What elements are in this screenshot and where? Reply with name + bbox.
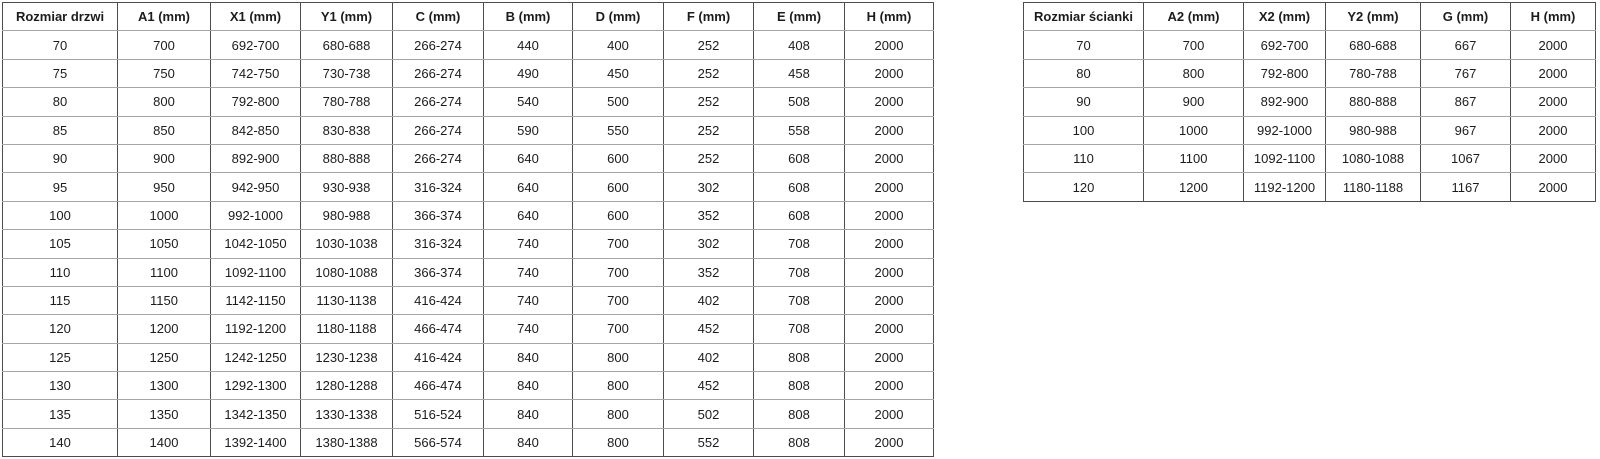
table-row xyxy=(3,144,934,172)
column-header: X2 (mm) xyxy=(1244,3,1326,31)
table-cell: 1050 xyxy=(118,230,211,258)
table-cell: 1142-1150 xyxy=(211,286,301,314)
table-cell: 120 xyxy=(3,315,118,343)
table-cell: 1150 xyxy=(118,286,211,314)
table-cell: 708 xyxy=(754,286,845,314)
table-cell: 1180-1188 xyxy=(1326,173,1421,201)
table-row xyxy=(1024,88,1596,116)
table-cell: 110 xyxy=(3,258,118,286)
table-cell: 900 xyxy=(118,144,211,172)
table-cell: 100 xyxy=(1024,116,1144,144)
header-row xyxy=(3,3,934,31)
table-cell: 252 xyxy=(664,59,754,87)
table-cell: 740 xyxy=(484,315,573,343)
table-cell: 808 xyxy=(754,428,845,456)
table-cell: 867 xyxy=(1421,88,1511,116)
table-cell: 458 xyxy=(754,59,845,87)
table-row xyxy=(3,59,934,87)
column-header: Rozmiar ścianki xyxy=(1024,3,1144,31)
table-cell: 600 xyxy=(573,173,664,201)
table-cell: 252 xyxy=(664,31,754,59)
column-header: Y1 (mm) xyxy=(301,3,393,31)
column-header: F (mm) xyxy=(664,3,754,31)
column-header: D (mm) xyxy=(573,3,664,31)
table-cell: 2000 xyxy=(845,144,934,172)
table-cell: 2000 xyxy=(845,201,934,229)
table-row xyxy=(3,343,934,371)
table-cell: 1092-1100 xyxy=(1244,144,1326,172)
table-cell: 366-374 xyxy=(393,258,484,286)
table-cell: 792-800 xyxy=(1244,59,1326,87)
table-cell: 80 xyxy=(1024,59,1144,87)
table-cell: 740 xyxy=(484,230,573,258)
table-cell: 266-274 xyxy=(393,88,484,116)
table-cell: 502 xyxy=(664,400,754,428)
table-row xyxy=(3,400,934,428)
table-cell: 540 xyxy=(484,88,573,116)
table-cell: 302 xyxy=(664,173,754,201)
table-cell: 792-800 xyxy=(211,88,301,116)
table-cell: 316-324 xyxy=(393,230,484,258)
table-cell: 416-424 xyxy=(393,343,484,371)
table-cell: 408 xyxy=(754,31,845,59)
table-cell: 1292-1300 xyxy=(211,372,301,400)
table-cell: 402 xyxy=(664,286,754,314)
header-row xyxy=(1024,3,1596,31)
table-cell: 930-938 xyxy=(301,173,393,201)
table-row xyxy=(3,286,934,314)
table-cell: 900 xyxy=(1144,88,1244,116)
table-row xyxy=(3,372,934,400)
table-cell: 100 xyxy=(3,201,118,229)
table-row xyxy=(3,201,934,229)
table-row xyxy=(1024,144,1596,172)
table-cell: 590 xyxy=(484,116,573,144)
table-cell: 2000 xyxy=(845,286,934,314)
table-cell: 452 xyxy=(664,372,754,400)
table-cell: 1000 xyxy=(1144,116,1244,144)
table-cell: 840 xyxy=(484,400,573,428)
table-cell: 880-888 xyxy=(301,144,393,172)
table-cell: 90 xyxy=(1024,88,1144,116)
table-cell: 640 xyxy=(484,173,573,201)
table-row xyxy=(3,116,934,144)
table-cell: 1100 xyxy=(1144,144,1244,172)
table-cell: 1100 xyxy=(118,258,211,286)
table-cell: 692-700 xyxy=(1244,31,1326,59)
column-header: A2 (mm) xyxy=(1144,3,1244,31)
table-cell: 830-838 xyxy=(301,116,393,144)
table-cell: 2000 xyxy=(1511,116,1596,144)
table-cell: 402 xyxy=(664,343,754,371)
table-cell: 2000 xyxy=(845,343,934,371)
door-sizes-table xyxy=(2,2,934,457)
table-cell: 2000 xyxy=(845,31,934,59)
table-cell: 1080-1088 xyxy=(1326,144,1421,172)
table-cell: 1400 xyxy=(118,428,211,456)
table-cell: 992-1000 xyxy=(1244,116,1326,144)
table-cell: 400 xyxy=(573,31,664,59)
table-cell: 880-888 xyxy=(1326,88,1421,116)
table-cell: 2000 xyxy=(1511,59,1596,87)
table-cell: 640 xyxy=(484,144,573,172)
table-cell: 90 xyxy=(3,144,118,172)
table-cell: 1092-1100 xyxy=(211,258,301,286)
table-cell: 708 xyxy=(754,230,845,258)
table-cell: 516-524 xyxy=(393,400,484,428)
table-cell: 2000 xyxy=(1511,144,1596,172)
table-cell: 700 xyxy=(573,286,664,314)
table-cell: 950 xyxy=(118,173,211,201)
table-cell: 558 xyxy=(754,116,845,144)
table-cell: 2000 xyxy=(845,400,934,428)
table-cell: 1192-1200 xyxy=(1244,173,1326,201)
table-cell: 992-1000 xyxy=(211,201,301,229)
table-cell: 808 xyxy=(754,400,845,428)
table-cell: 490 xyxy=(484,59,573,87)
table-row xyxy=(3,31,934,59)
table-cell: 252 xyxy=(664,144,754,172)
table-cell: 70 xyxy=(3,31,118,59)
table-cell: 700 xyxy=(1144,31,1244,59)
table-cell: 2000 xyxy=(1511,173,1596,201)
table-cell: 800 xyxy=(573,343,664,371)
table-cell: 767 xyxy=(1421,59,1511,87)
table-cell: 1067 xyxy=(1421,144,1511,172)
table-cell: 2000 xyxy=(845,258,934,286)
column-header: E (mm) xyxy=(754,3,845,31)
table-cell: 808 xyxy=(754,343,845,371)
table-cell: 1192-1200 xyxy=(211,315,301,343)
table-cell: 1350 xyxy=(118,400,211,428)
table-row xyxy=(3,173,934,201)
table-cell: 552 xyxy=(664,428,754,456)
table-cell: 600 xyxy=(573,144,664,172)
table-row xyxy=(3,88,934,116)
column-header: H (mm) xyxy=(1511,3,1596,31)
table-cell: 2000 xyxy=(845,116,934,144)
table-cell: 302 xyxy=(664,230,754,258)
table-cell: 450 xyxy=(573,59,664,87)
table-cell: 967 xyxy=(1421,116,1511,144)
table-cell: 85 xyxy=(3,116,118,144)
table-cell: 840 xyxy=(484,343,573,371)
table-cell: 352 xyxy=(664,201,754,229)
table-cell: 742-750 xyxy=(211,59,301,87)
table-row xyxy=(3,428,934,456)
table-cell: 500 xyxy=(573,88,664,116)
table-cell: 942-950 xyxy=(211,173,301,201)
table-cell: 667 xyxy=(1421,31,1511,59)
table-cell: 366-374 xyxy=(393,201,484,229)
wall-panel-sizes-table xyxy=(1023,2,1596,202)
table-cell: 840 xyxy=(484,428,573,456)
table-cell: 105 xyxy=(3,230,118,258)
table-cell: 608 xyxy=(754,201,845,229)
table-cell: 1280-1288 xyxy=(301,372,393,400)
table-cell: 266-274 xyxy=(393,144,484,172)
table-row xyxy=(1024,31,1596,59)
table-cell: 1200 xyxy=(118,315,211,343)
table-cell: 680-688 xyxy=(1326,31,1421,59)
table-cell: 266-274 xyxy=(393,31,484,59)
table-cell: 892-900 xyxy=(211,144,301,172)
table-cell: 708 xyxy=(754,315,845,343)
table-cell: 316-324 xyxy=(393,173,484,201)
column-header: X1 (mm) xyxy=(211,3,301,31)
table-cell: 800 xyxy=(118,88,211,116)
table-cell: 2000 xyxy=(845,230,934,258)
table-cell: 780-788 xyxy=(301,88,393,116)
table-cell: 700 xyxy=(573,230,664,258)
table-cell: 800 xyxy=(573,372,664,400)
table-cell: 2000 xyxy=(1511,88,1596,116)
column-header: A1 (mm) xyxy=(118,3,211,31)
table-cell: 266-274 xyxy=(393,116,484,144)
table-cell: 80 xyxy=(3,88,118,116)
table-cell: 2000 xyxy=(845,173,934,201)
table-cell: 800 xyxy=(1144,59,1244,87)
column-header: Rozmiar drzwi xyxy=(3,3,118,31)
table-cell: 125 xyxy=(3,343,118,371)
table-cell: 840 xyxy=(484,372,573,400)
table-cell: 750 xyxy=(118,59,211,87)
table-row xyxy=(1024,59,1596,87)
table-cell: 252 xyxy=(664,116,754,144)
table-cell: 135 xyxy=(3,400,118,428)
table-cell: 2000 xyxy=(845,59,934,87)
table-cell: 1380-1388 xyxy=(301,428,393,456)
table-cell: 608 xyxy=(754,144,845,172)
table-cell: 2000 xyxy=(845,428,934,456)
table-cell: 1300 xyxy=(118,372,211,400)
table-cell: 140 xyxy=(3,428,118,456)
table-row xyxy=(3,315,934,343)
table-cell: 700 xyxy=(573,315,664,343)
column-header: C (mm) xyxy=(393,3,484,31)
table-cell: 1030-1038 xyxy=(301,230,393,258)
table-cell: 1230-1238 xyxy=(301,343,393,371)
table-cell: 2000 xyxy=(845,372,934,400)
table-cell: 2000 xyxy=(845,88,934,116)
table-cell: 692-700 xyxy=(211,31,301,59)
table-row xyxy=(3,258,934,286)
column-header: Y2 (mm) xyxy=(1326,3,1421,31)
table-cell: 352 xyxy=(664,258,754,286)
table-cell: 700 xyxy=(573,258,664,286)
table-cell: 75 xyxy=(3,59,118,87)
table-cell: 566-574 xyxy=(393,428,484,456)
table-cell: 452 xyxy=(664,315,754,343)
table-cell: 2000 xyxy=(1511,31,1596,59)
table-cell: 416-424 xyxy=(393,286,484,314)
table-cell: 110 xyxy=(1024,144,1144,172)
table-cell: 892-900 xyxy=(1244,88,1326,116)
table-cell: 252 xyxy=(664,88,754,116)
table-cell: 980-988 xyxy=(301,201,393,229)
table-cell: 115 xyxy=(3,286,118,314)
table-row xyxy=(3,230,934,258)
table-cell: 466-474 xyxy=(393,372,484,400)
table-cell: 266-274 xyxy=(393,59,484,87)
table-row xyxy=(1024,116,1596,144)
table-cell: 440 xyxy=(484,31,573,59)
table-cell: 800 xyxy=(573,428,664,456)
column-header: H (mm) xyxy=(845,3,934,31)
table-cell: 1130-1138 xyxy=(301,286,393,314)
table-cell: 1042-1050 xyxy=(211,230,301,258)
table-cell: 1080-1088 xyxy=(301,258,393,286)
table-cell: 130 xyxy=(3,372,118,400)
column-header: G (mm) xyxy=(1421,3,1511,31)
table-cell: 1342-1350 xyxy=(211,400,301,428)
table-cell: 740 xyxy=(484,258,573,286)
table-cell: 980-988 xyxy=(1326,116,1421,144)
table-cell: 1242-1250 xyxy=(211,343,301,371)
table-cell: 466-474 xyxy=(393,315,484,343)
table-cell: 800 xyxy=(573,400,664,428)
table-row xyxy=(1024,173,1596,201)
table-cell: 730-738 xyxy=(301,59,393,87)
table-cell: 95 xyxy=(3,173,118,201)
table-cell: 120 xyxy=(1024,173,1144,201)
table-cell: 740 xyxy=(484,286,573,314)
table-cell: 680-688 xyxy=(301,31,393,59)
table-cell: 70 xyxy=(1024,31,1144,59)
table-cell: 708 xyxy=(754,258,845,286)
table-cell: 1200 xyxy=(1144,173,1244,201)
table-cell: 1180-1188 xyxy=(301,315,393,343)
table-cell: 1392-1400 xyxy=(211,428,301,456)
table-cell: 1167 xyxy=(1421,173,1511,201)
table-cell: 640 xyxy=(484,201,573,229)
table-cell: 2000 xyxy=(845,315,934,343)
table-cell: 850 xyxy=(118,116,211,144)
table-cell: 1330-1338 xyxy=(301,400,393,428)
table-cell: 1000 xyxy=(118,201,211,229)
table-cell: 600 xyxy=(573,201,664,229)
table-cell: 700 xyxy=(118,31,211,59)
table-cell: 550 xyxy=(573,116,664,144)
column-header: B (mm) xyxy=(484,3,573,31)
table-cell: 808 xyxy=(754,372,845,400)
table-cell: 842-850 xyxy=(211,116,301,144)
table-cell: 780-788 xyxy=(1326,59,1421,87)
table-cell: 1250 xyxy=(118,343,211,371)
table-cell: 608 xyxy=(754,173,845,201)
table-cell: 508 xyxy=(754,88,845,116)
